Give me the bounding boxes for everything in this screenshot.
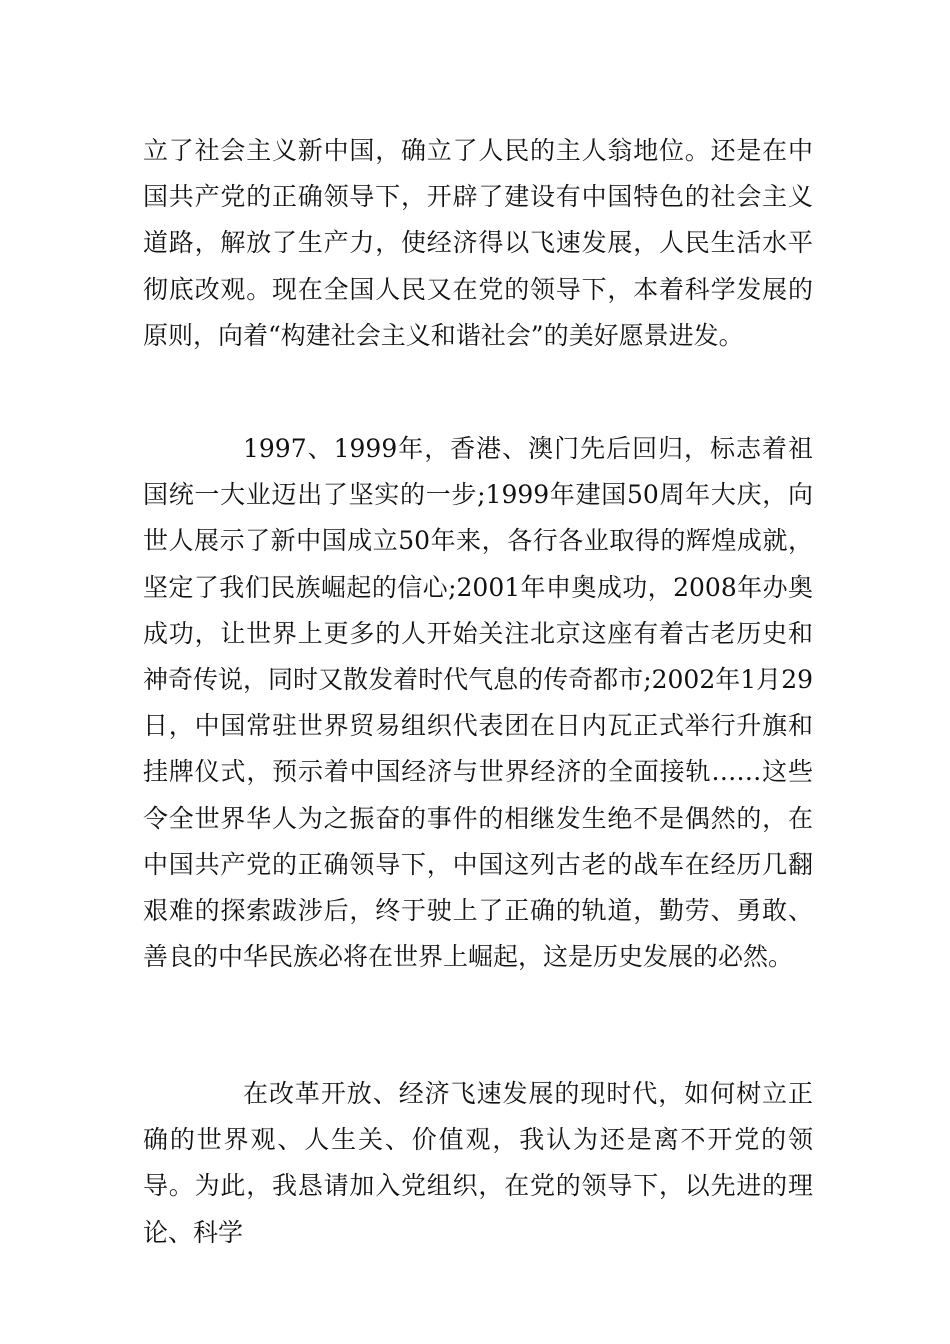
paragraph-1-text: 立了社会主义新中国，确立了人民的主人翁地位。还是在中国共产党的正确领导下，开辟了建设有中国特色的社会主义道路，解放了生产力，使经济得以飞速发展，人民生活水平彻底改观。现在全国人民又在党的领导下，本着科学发展的原则，向着“构建社会主义和谐社会”的美好愿景进发。 <box>143 136 813 350</box>
paragraph-2-text: 1997、1999年，香港、澳门先后回归，标志着祖国统一大业迈出了坚实的一步;1999年建国50周年大庆，向世人展示了新中国成立50年来，各行各业取得的辉煌成就，坚定了我们民族崛起的信心;2001年申奥成功，2008年办奥成功，让世界上更多的人开始关注北京这座有着古老历史和神奇传说，同时又散发着时代气息的传奇都市;2002年1月29日，中国常驻世界贸易组织代表团在日内瓦正式举行升旗和挂牌仪式，预示着中国经济与世界经济的全面接轨……这些令全世界华人为之振奋的事件的相继发生绝不是偶然的，在中国共产党的正确领导下，中国这列古老的战车在经历几翻艰难的探索跋涉后，终于驶上了正确的轨道，勤劳、勇敢、善良的中华民族必将在世界上崛起，这是历史发展的必然。 <box>143 434 813 972</box>
paragraph-1 <box>143 128 813 359</box>
paragraph-3-text: 在改革开放、经济飞速发展的现时代，如何树立正确的世界观、人生关、价值观，我认为还是离不开党的领导。为此，我恳请加入党组织，在党的领导下，以先进的理论、科学 <box>143 1079 813 1247</box>
paragraph-2 <box>143 426 813 980</box>
paragraph-3 <box>143 1071 813 1256</box>
